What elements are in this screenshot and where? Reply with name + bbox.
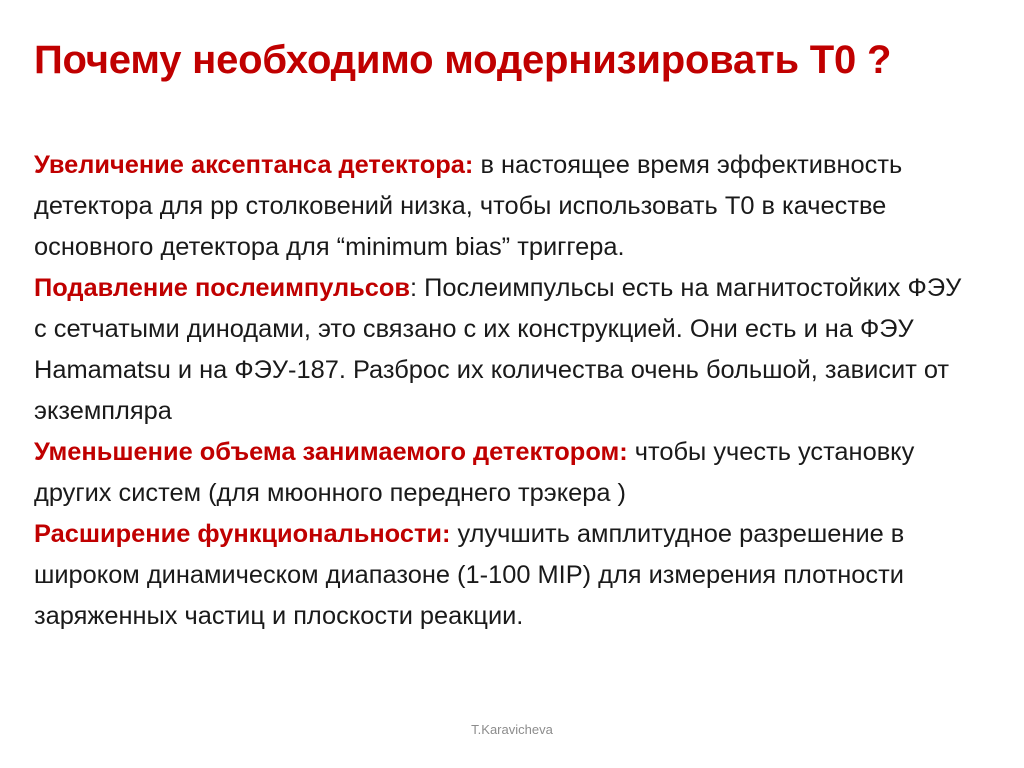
heading-acceptance: Увеличение аксептанса детектора:	[34, 151, 474, 179]
paragraph-functionality	[34, 514, 974, 637]
paragraph-afterpulses	[34, 268, 974, 432]
heading-afterpulses: Подавление послеимпульсов	[34, 274, 411, 302]
text-functionality: улучшить амплитудное разрешение в широком динамическом диапазоне (1-100 MIP) для измерения плотности заряженных частиц и плоскости реакции.	[34, 520, 905, 630]
heading-afterpulses-colon: :	[410, 274, 418, 302]
paragraph-volume	[34, 432, 974, 514]
slide-body	[34, 145, 974, 637]
text-afterpulses: Послеимпульсы есть на магнитостойких ФЭУ с сетчатыми динодами, это связано с их конструкцией. Они есть и на ФЭУ Hamamatsu и на ФЭУ-187. Разброс их количества очень большой, зависит от экземпляра	[34, 274, 962, 425]
slide-title: Почему необходимо модернизировать Т0 ?	[34, 38, 892, 82]
heading-volume: Уменьшение объема занимаемого детектором:	[34, 438, 628, 466]
text-acceptance: в настоящее время эффективность детектора для pp столковений низка, чтобы использовать Т0 в качестве основного детектора для “minimum bias” триггера.	[34, 151, 903, 261]
footer-author: T.Karavicheva	[471, 722, 553, 737]
heading-functionality: Расширение функциональности:	[34, 520, 451, 548]
text-volume: чтобы учесть установку других систем (для мюонного переднего трэкера )	[34, 438, 915, 507]
paragraph-acceptance	[34, 145, 974, 268]
